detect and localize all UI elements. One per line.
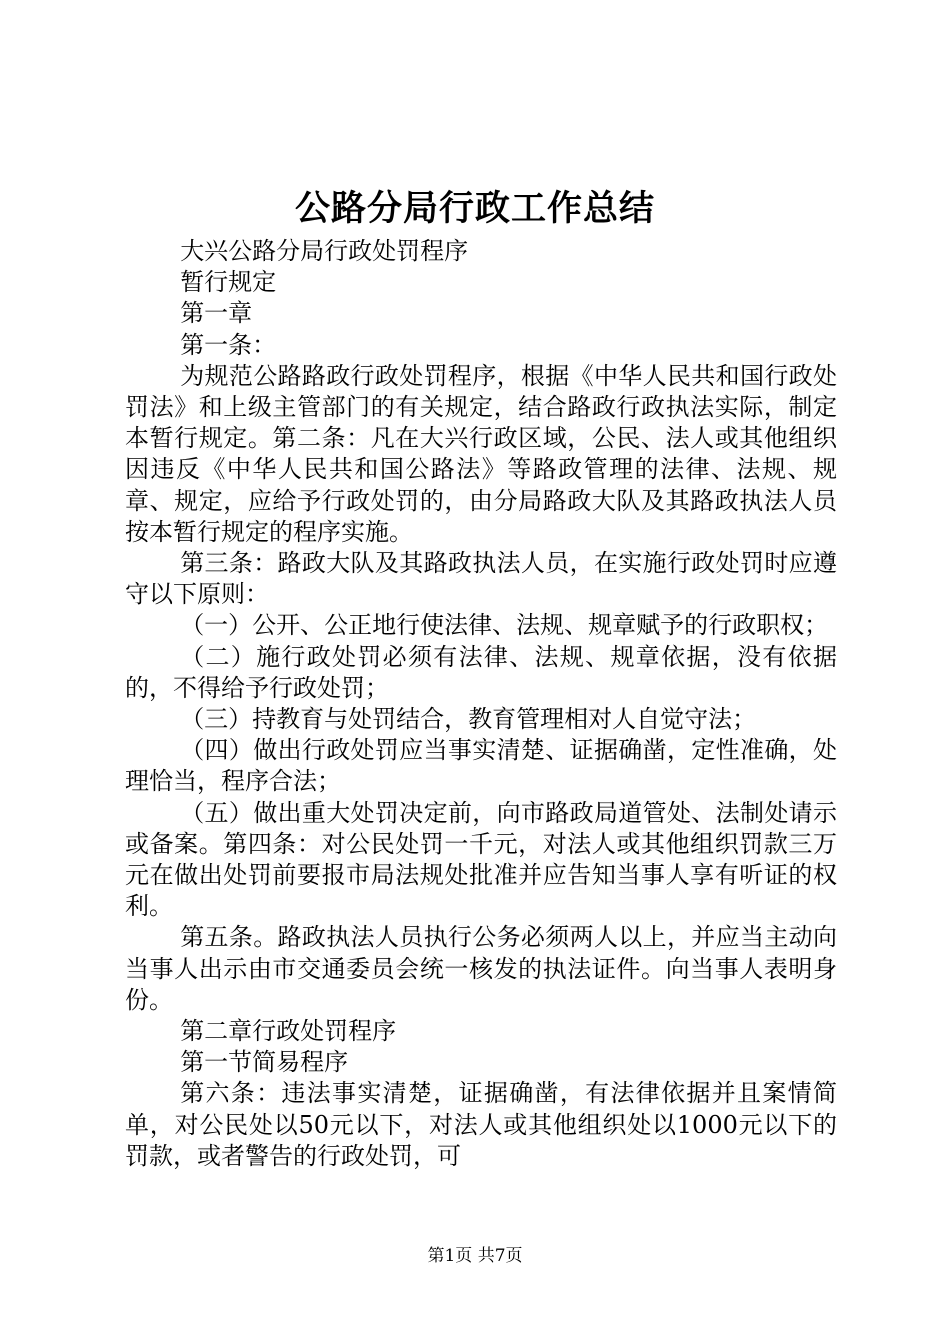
paragraph: 第六条：违法事实清楚，证据确凿，有法律依据并且案情简单，对公民处以50元以下，对法人或其他组织处以1000元以下的罚款，或者警告的行政处罚，可 xyxy=(125,1079,837,1170)
paragraph: （三）持教育与处罚结合，教育管理相对人自觉守法； xyxy=(180,705,757,734)
paragraph: （二）施行政处罚必须有法律、法规、规章依据，没有依据的，不得给予行政处罚； xyxy=(125,642,837,702)
page-footer: 第1页 共7页 xyxy=(427,1246,523,1266)
paragraph: 第一条： xyxy=(180,330,277,359)
document-title: 公路分局行政工作总结 xyxy=(294,189,655,229)
paragraph: 为规范公路路政行政处罚程序，根据《中华人民共和国行政处罚法》和上级主管部门的有关规定，结合路政行政执法实际，制定本暂行规定。第二条：凡在大兴行政区域，公民、法人或其他组织因违反《中华人民共和国公路法》等路政管理的法律、法规、规章、规定，应给予行政处罚的，由分局路政大队及其路政执法人员按本暂行规定的程序实施。 xyxy=(125,361,837,546)
paragraph: 第二章行政处罚程序 xyxy=(180,1017,397,1046)
paragraph: （四）做出行政处罚应当事实清楚、证据确凿，定性准确，处理恰当，程序合法； xyxy=(125,736,837,796)
paragraph: 第三条：路政大队及其路政执法人员，在实施行政处罚时应遵守以下原则： xyxy=(125,549,837,609)
paragraph: 暂行规定 xyxy=(180,268,277,297)
paragraph: 大兴公路分局行政处罚程序 xyxy=(180,237,469,265)
document-body xyxy=(125,236,837,1172)
paragraph: （五）做出重大处罚决定前，向市路政局道管处、法制处请示或备案。第四条：对公民处罚一千元，对法人或其他组织罚款三万元在做出处罚前要报市局法规处批准并应告知当事人享有听证的权利。 xyxy=(125,798,837,921)
paragraph: 第五条。路政执法人员执行公务必须两人以上，并应当主动向当事人出示由市交通委员会统一核发的执法证件。向当事人表明身份。 xyxy=(125,923,837,1014)
paragraph: （一）公开、公正地行使法律、法规、规章赋予的行政职权； xyxy=(180,611,829,640)
paragraph: 第一节简易程序 xyxy=(180,1048,349,1077)
paragraph: 第一章 xyxy=(180,299,253,328)
